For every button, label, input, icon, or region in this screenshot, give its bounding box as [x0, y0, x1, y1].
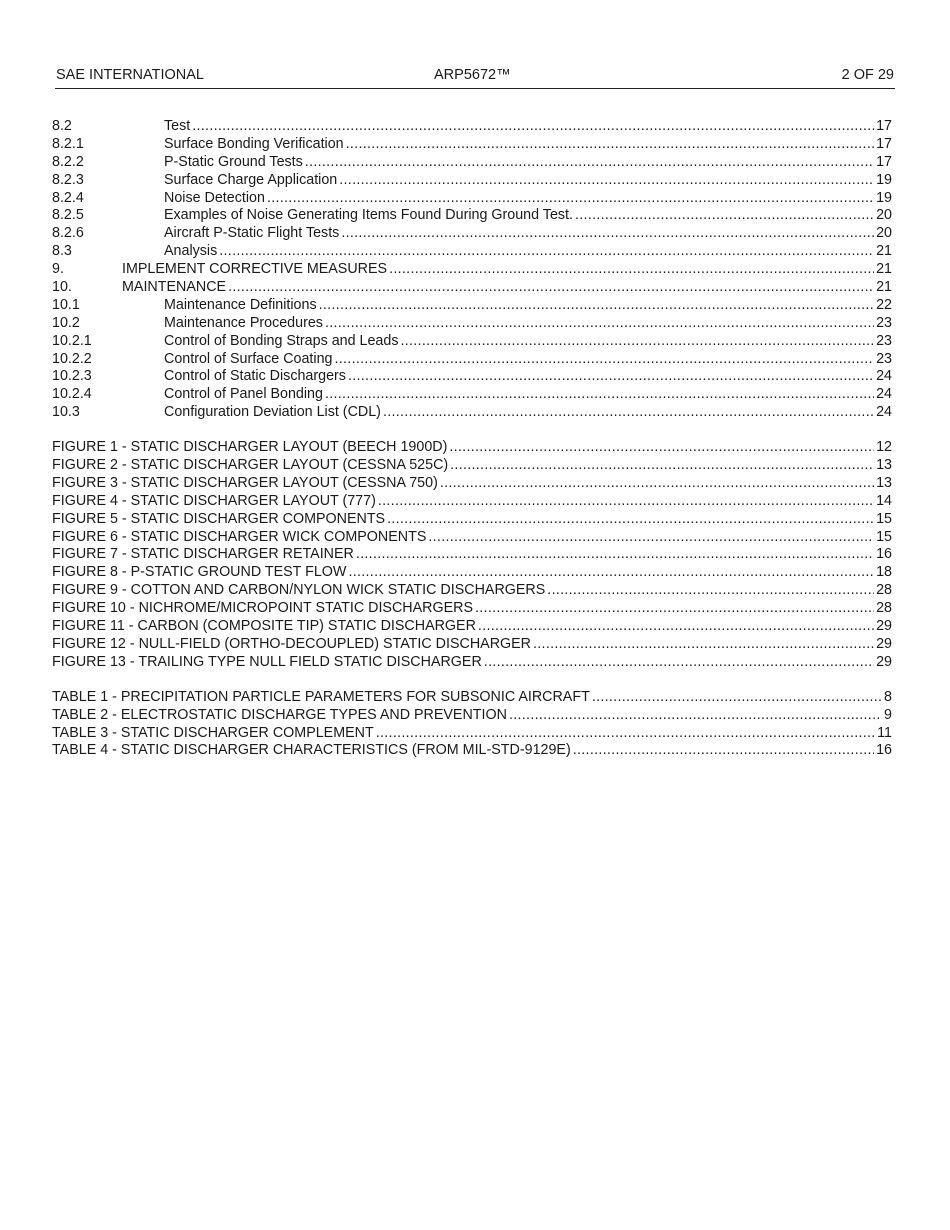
entry-title: Maintenance Definitions [164, 296, 317, 313]
entry-title: FIGURE 4 - STATIC DISCHARGER LAYOUT (777) [52, 492, 376, 509]
dot-leader [440, 475, 874, 493]
entry-title: P-Static Ground Tests [164, 153, 303, 170]
entry-line [52, 636, 892, 654]
list-of-figures [52, 439, 892, 672]
toc-entry[interactable] [52, 618, 892, 636]
dot-leader [356, 546, 874, 564]
entry-line [52, 654, 892, 672]
dot-leader [450, 457, 874, 475]
entry-number: 10.2.2 [52, 350, 92, 367]
entry-line [164, 333, 892, 351]
toc-entry[interactable] [52, 279, 892, 297]
toc-entry[interactable] [52, 742, 892, 760]
entry-page-number: 16 [876, 546, 892, 563]
dot-leader [547, 582, 874, 600]
dot-leader [383, 404, 874, 422]
dot-leader [449, 439, 874, 457]
dot-leader [192, 118, 874, 136]
toc-entry[interactable] [52, 368, 892, 386]
entry-title: FIGURE 9 - COTTON AND CARBON/NYLON WICK STATIC DISCHARGERS [52, 582, 546, 599]
entry-title: TABLE 3 - STATIC DISCHARGER COMPLEMENT [52, 724, 374, 741]
entry-line [122, 261, 892, 279]
entry-page-number: 24 [876, 386, 892, 403]
toc-sections [52, 118, 892, 422]
toc-entry[interactable] [52, 351, 892, 369]
dot-leader [376, 725, 875, 743]
entry-line [52, 600, 892, 618]
toc-entry[interactable] [52, 511, 892, 529]
entry-line [164, 154, 892, 172]
toc-entry[interactable] [52, 243, 892, 261]
entry-page-number: 28 [876, 600, 892, 617]
entry-line [52, 511, 892, 529]
entry-line [52, 582, 892, 600]
dot-leader [428, 529, 874, 547]
entry-title: Control of Bonding Straps and Leads [164, 332, 399, 349]
entry-page-number: 23 [876, 350, 892, 367]
toc-entry[interactable] [52, 493, 892, 511]
entry-number: 8.2.2 [52, 153, 84, 170]
toc-entry[interactable] [52, 154, 892, 172]
toc-gap [52, 672, 892, 689]
entry-line [52, 618, 892, 636]
page-indicator: 2 OF 29 [841, 67, 894, 83]
entry-page-number: 29 [876, 635, 892, 652]
toc-entry[interactable] [52, 136, 892, 154]
entry-title: TABLE 4 - STATIC DISCHARGER CHARACTERISTICS (FROM MIL-STD-9129E) [52, 742, 571, 759]
toc-entry[interactable] [52, 689, 892, 707]
entry-title: FIGURE 6 - STATIC DISCHARGER WICK COMPONENTS [52, 528, 427, 545]
toc-entry[interactable] [52, 707, 892, 725]
entry-page-number: 24 [876, 404, 892, 421]
dot-leader [475, 600, 874, 618]
entry-line [52, 457, 892, 475]
entry-title: Surface Charge Application [164, 171, 338, 188]
entry-number: 10.3 [52, 404, 80, 421]
entry-line [52, 475, 892, 493]
toc-entry[interactable] [52, 546, 892, 564]
entry-page-number: 19 [876, 171, 892, 188]
toc-gap [52, 422, 892, 439]
dot-leader [319, 297, 875, 315]
entry-line [164, 225, 892, 243]
dot-leader [400, 333, 874, 351]
toc-entry[interactable] [52, 457, 892, 475]
dot-leader [305, 154, 874, 172]
toc-entry[interactable] [52, 636, 892, 654]
entry-page-number: 21 [876, 261, 892, 278]
dot-leader [341, 225, 874, 243]
toc-entry[interactable] [52, 207, 892, 225]
entry-line [52, 725, 892, 743]
entry-title: TABLE 2 - ELECTROSTATIC DISCHARGE TYPES AND PREVENTION [52, 706, 507, 723]
entry-title: FIGURE 12 - NULL-FIELD (ORTHO-DECOUPLED) STATIC DISCHARGER [52, 635, 532, 652]
entry-title: FIGURE 3 - STATIC DISCHARGER LAYOUT (CESSNA 750) [52, 474, 438, 491]
entry-page-number: 21 [876, 243, 892, 260]
toc-entry[interactable] [52, 404, 892, 422]
entry-number: 8.2.6 [52, 225, 84, 242]
entry-title: MAINTENANCE [122, 279, 227, 296]
dot-leader [533, 636, 874, 654]
entry-page-number: 8 [884, 688, 892, 705]
dot-leader [346, 136, 874, 154]
list-of-tables [52, 689, 892, 761]
entry-line [52, 564, 892, 582]
entry-number: 8.2 [52, 118, 72, 134]
entry-page-number: 13 [876, 457, 892, 474]
entry-title: Surface Bonding Verification [164, 135, 344, 152]
toc-entry[interactable] [52, 439, 892, 457]
dot-leader [389, 261, 874, 279]
entry-line [164, 368, 892, 386]
entry-line [52, 689, 892, 707]
entry-page-number: 19 [876, 189, 892, 206]
table-of-contents [52, 118, 892, 760]
entry-line [52, 742, 892, 760]
entry-page-number: 12 [876, 439, 892, 456]
entry-title: FIGURE 7 - STATIC DISCHARGER RETAINER [52, 546, 354, 563]
entry-title: Examples of Noise Generating Items Found During Ground Test. [164, 207, 573, 224]
dot-leader [325, 315, 874, 333]
dot-leader [478, 618, 874, 636]
entry-page-number: 11 [877, 724, 892, 741]
entry-title: FIGURE 10 - NICHROME/MICROPOINT STATIC DISCHARGERS [52, 600, 473, 617]
publisher-name: SAE INTERNATIONAL [56, 67, 204, 83]
entry-title: FIGURE 5 - STATIC DISCHARGER COMPONENTS [52, 510, 386, 527]
dot-leader [573, 742, 874, 760]
entry-page-number: 17 [876, 118, 892, 134]
page-header [55, 67, 895, 89]
dot-leader [484, 654, 874, 672]
dot-leader [387, 511, 874, 529]
entry-title: IMPLEMENT CORRECTIVE MEASURES [122, 261, 388, 278]
entry-title: Configuration Deviation List (CDL) [164, 404, 381, 421]
dot-leader [325, 386, 874, 404]
entry-title: Control of Surface Coating [164, 350, 333, 367]
dot-leader [509, 707, 882, 725]
entry-line [164, 243, 892, 261]
dot-leader [339, 172, 874, 190]
entry-page-number: 14 [876, 492, 892, 509]
toc-entry[interactable] [52, 190, 892, 208]
entry-line [164, 190, 892, 208]
toc-entry[interactable] [52, 172, 892, 190]
entry-line [164, 172, 892, 190]
document-number: ARP5672™ [434, 67, 511, 83]
entry-page-number: 29 [876, 653, 892, 670]
entry-page-number: 20 [876, 225, 892, 242]
entry-line [164, 315, 892, 333]
entry-line [52, 707, 892, 725]
entry-number: 10.2.3 [52, 368, 92, 385]
dot-leader [348, 564, 874, 582]
entry-page-number: 23 [876, 332, 892, 349]
entry-number: 10. [52, 279, 72, 296]
entry-page-number: 18 [876, 564, 892, 581]
entry-line [52, 529, 892, 547]
entry-page-number: 24 [876, 368, 892, 385]
entry-page-number: 21 [876, 279, 892, 296]
toc-entry[interactable] [52, 386, 892, 404]
entry-page-number: 29 [876, 618, 892, 635]
entry-number: 10.2 [52, 314, 80, 331]
entry-page-number: 9 [884, 706, 892, 723]
entry-line [164, 351, 892, 369]
dot-leader [575, 207, 874, 225]
entry-page-number: 15 [876, 528, 892, 545]
dot-leader [228, 279, 874, 297]
entry-title: TABLE 1 - PRECIPITATION PARTICLE PARAMETERS FOR SUBSONIC AIRCRAFT [52, 688, 590, 705]
entry-title: Control of Panel Bonding [164, 386, 323, 403]
entry-number: 8.2.4 [52, 189, 84, 206]
entry-title: Test [164, 118, 191, 134]
entry-number: 10.2.1 [52, 332, 92, 349]
dot-leader [219, 243, 874, 261]
entry-line [52, 439, 892, 457]
entry-page-number: 20 [876, 207, 892, 224]
toc-entry[interactable] [52, 529, 892, 547]
entry-line [52, 493, 892, 511]
toc-entry[interactable] [52, 725, 892, 743]
entry-page-number: 17 [876, 153, 892, 170]
entry-title: Aircraft P-Static Flight Tests [164, 225, 340, 242]
entry-title: FIGURE 11 - CARBON (COMPOSITE TIP) STATIC DISCHARGER [52, 618, 476, 635]
toc-entry[interactable] [52, 225, 892, 243]
entry-line [164, 386, 892, 404]
entry-number: 10.1 [52, 296, 80, 313]
entry-title: FIGURE 8 - P-STATIC GROUND TEST FLOW [52, 564, 347, 581]
toc-entry[interactable] [52, 118, 892, 136]
entry-number: 8.3 [52, 243, 72, 260]
dot-leader [592, 689, 882, 707]
entry-line [164, 207, 892, 225]
entry-number: 10.2.4 [52, 386, 92, 403]
entry-number: 8.2.1 [52, 135, 84, 152]
toc-entry[interactable] [52, 333, 892, 351]
entry-line [164, 297, 892, 315]
entry-title: FIGURE 13 - TRAILING TYPE NULL FIELD STATIC DISCHARGER [52, 653, 482, 670]
entry-number: 9. [52, 261, 64, 278]
entry-title: FIGURE 2 - STATIC DISCHARGER LAYOUT (CESSNA 525C) [52, 457, 449, 474]
entry-title: Maintenance Procedures [164, 314, 323, 331]
entry-line [164, 118, 892, 136]
toc-entry[interactable] [52, 600, 892, 618]
entry-number: 8.2.3 [52, 171, 84, 188]
dot-leader [267, 190, 874, 208]
entry-line [122, 279, 892, 297]
entry-title: FIGURE 1 - STATIC DISCHARGER LAYOUT (BEECH 1900D) [52, 439, 448, 456]
toc-entry[interactable] [52, 582, 892, 600]
toc-entry[interactable] [52, 564, 892, 582]
entry-page-number: 16 [876, 742, 892, 759]
entry-page-number: 13 [876, 474, 892, 491]
entry-title: Analysis [164, 243, 218, 260]
entry-page-number: 23 [876, 314, 892, 331]
entry-page-number: 28 [876, 582, 892, 599]
entry-line [52, 546, 892, 564]
toc-entry[interactable] [52, 315, 892, 333]
dot-leader [334, 351, 874, 369]
entry-line [164, 136, 892, 154]
dot-leader [348, 368, 874, 386]
entry-line [164, 404, 892, 422]
toc-entry[interactable] [52, 654, 892, 672]
dot-leader [378, 493, 874, 511]
entry-page-number: 22 [876, 296, 892, 313]
entry-number: 8.2.5 [52, 207, 84, 224]
toc-entry[interactable] [52, 475, 892, 493]
entry-page-number: 15 [876, 510, 892, 527]
entry-title: Control of Static Dischargers [164, 368, 346, 385]
entry-page-number: 17 [876, 135, 892, 152]
toc-entry[interactable] [52, 297, 892, 315]
toc-entry[interactable] [52, 261, 892, 279]
entry-title: Noise Detection [164, 189, 265, 206]
